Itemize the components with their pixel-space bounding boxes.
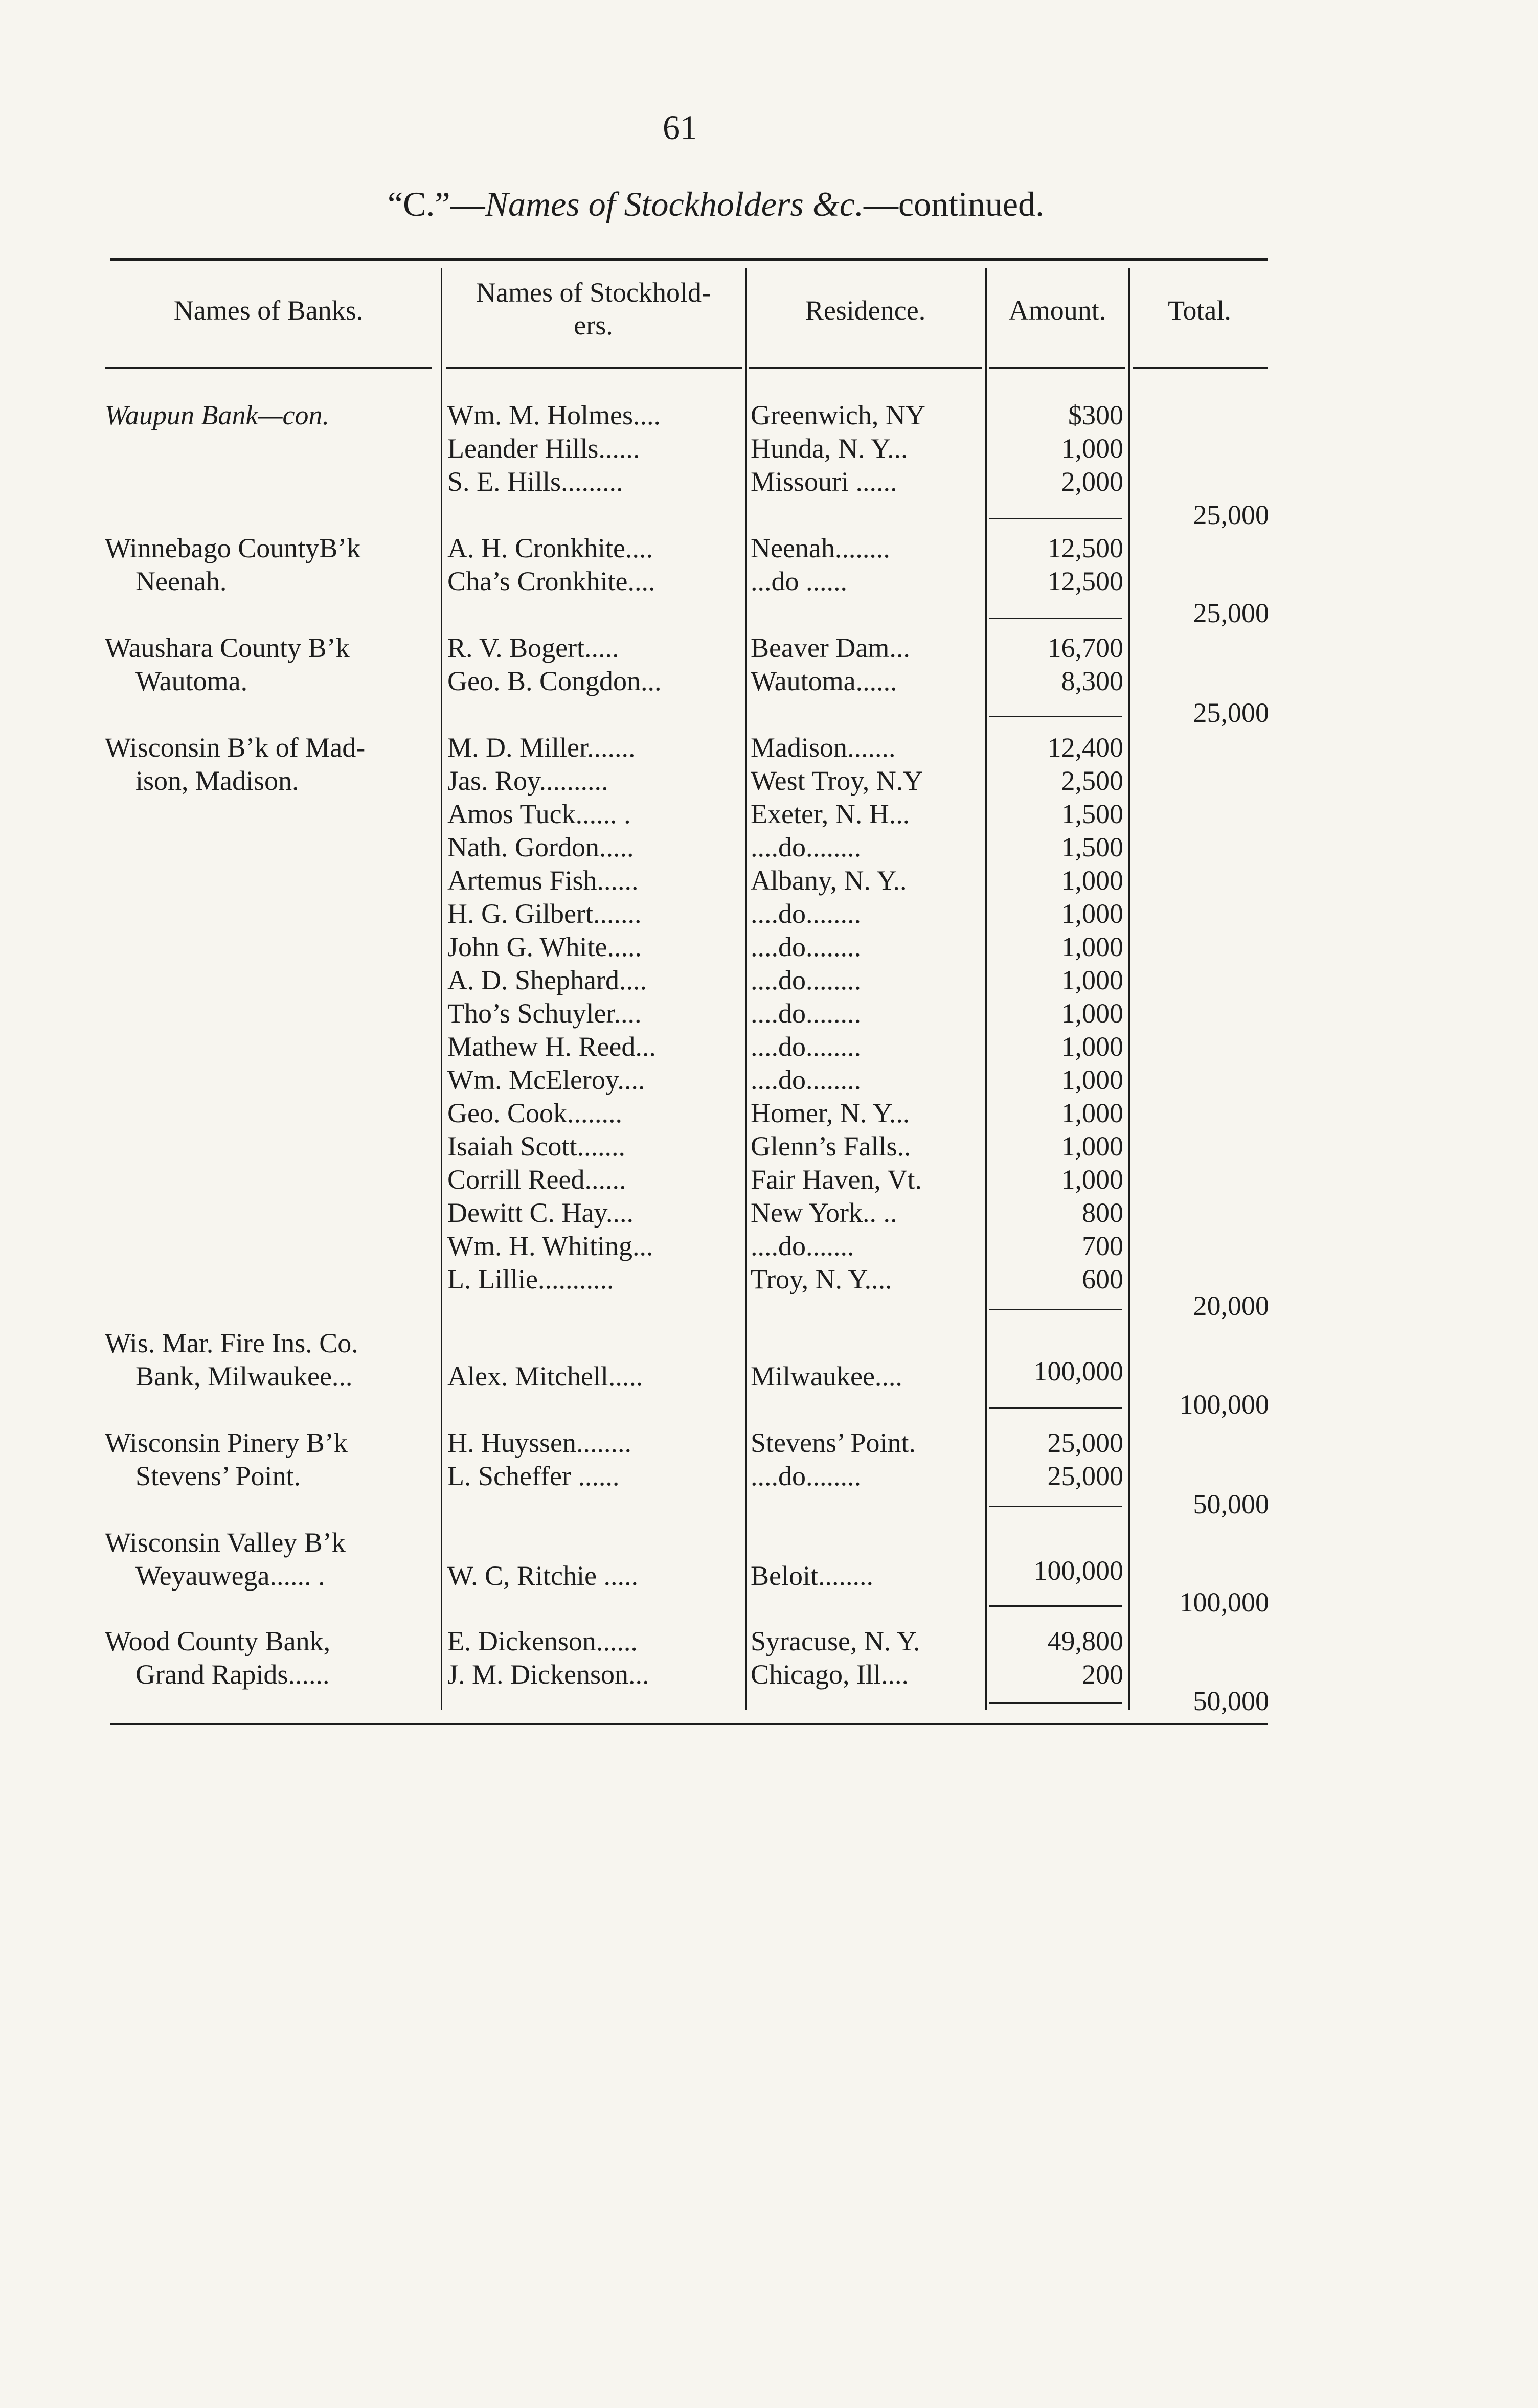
column-separator: [985, 268, 987, 1710]
subtotal-rule: [989, 716, 1122, 717]
residences: Beloit........: [751, 1560, 873, 1591]
header-underline-bank: [105, 367, 432, 369]
amounts: 12,400 2,500 1,500 1,500 1,000 1,000 1,000 1,000 1,000 1,000 1,000 1,000 1,000 1,000 800 700 600: [1047, 732, 1123, 1294]
residences: Madison....... West Troy, N.Y Exeter, N. H... ....do........ Albany, N. Y.. ....do........ ....do........ ....do........ ....do........ ....do........ ....do........ Homer, N. Y... Glenn’s Falls.. Fair Haven, Vt. New York.. .. ....do....... Troy, N. Y....: [751, 732, 923, 1294]
bank-name: Waupun Bank—con.: [105, 400, 329, 430]
stockholder-names: E. Dickenson...... J. M. Dickenson...: [447, 1626, 649, 1690]
header-underline-stockholders: [446, 367, 742, 369]
header-underline-residence: [749, 367, 982, 369]
header-stockholders: Names of Stockhold- ers.: [476, 277, 711, 340]
stockholder-names: Alex. Mitchell.....: [447, 1361, 643, 1392]
column-separator: [1128, 268, 1130, 1710]
header-residence: Residence.: [805, 295, 926, 326]
amounts: 16,700 8,300: [1047, 632, 1123, 696]
residences: Stevens’ Point. ....do........: [751, 1427, 916, 1491]
bank-name: Winnebago CountyB’k Neenah.: [105, 533, 361, 597]
residences: Beaver Dam... Wautoma......: [751, 632, 910, 696]
bank-name: Wis. Mar. Fire Ins. Co. Bank, Milwaukee...: [105, 1328, 358, 1392]
stockholder-names: Wm. M. Holmes.... Leander Hills...... S. E. Hills.........: [447, 400, 661, 497]
header-underline-amount: [989, 367, 1125, 369]
title-prefix: “C.”—: [387, 185, 485, 223]
header-underline-total: [1133, 367, 1268, 369]
residences: Syracuse, N. Y. Chicago, Ill....: [751, 1626, 920, 1690]
stockholder-names: M. D. Miller....... Jas. Roy.......... Amos Tuck...... . Nath. Gordon..... Artemus Fish...... H. G. Gilbert....... John G. White..... A. D. Shephard.... Tho’s Schuyler.... Mathew H. Reed... Wm. McEleroy.... Geo. Cook........ Isaiah Scott....... Corrill Reed...... Dewitt C. Hay.... Wm. H. Whiting... L. Lillie...........: [447, 732, 656, 1294]
stockholder-names: W. C, Ritchie .....: [447, 1560, 638, 1591]
group-total: 50,000: [1193, 1489, 1269, 1519]
subtotal-rule: [989, 1407, 1122, 1409]
subtotal-rule: [989, 1309, 1122, 1310]
page-title: [128, 184, 1304, 224]
stockholder-names: R. V. Bogert..... Geo. B. Congdon...: [447, 632, 662, 696]
table-top-rule: [110, 258, 1268, 261]
subtotal-rule: [989, 1702, 1122, 1704]
amounts: 25,000 25,000: [1047, 1427, 1123, 1491]
column-separator: [745, 268, 747, 1710]
group-total: 25,000: [1193, 499, 1269, 530]
header-total: Total.: [1168, 295, 1231, 326]
table-bottom-rule: [110, 1723, 1268, 1725]
residences: Greenwich, NY Hunda, N. Y... Missouri ......: [751, 400, 925, 497]
bank-name: Wisconsin B’k of Mad- ison, Madison.: [105, 732, 366, 796]
title-suffix: —continued.: [863, 185, 1045, 223]
header-amount: Amount.: [1008, 295, 1106, 326]
amounts: 100,000: [1033, 1555, 1123, 1586]
bank-name: Wisconsin Valley B’k Weyauwega...... .: [105, 1527, 346, 1591]
subtotal-rule: [989, 618, 1122, 619]
group-total: 100,000: [1179, 1389, 1269, 1420]
amounts: 12,500 12,500: [1047, 533, 1123, 597]
amounts: 100,000: [1033, 1356, 1123, 1387]
bank-name: Wisconsin Pinery B’k Stevens’ Point.: [105, 1427, 348, 1491]
residences: Milwaukee....: [751, 1361, 902, 1392]
amounts: $300 1,000 2,000: [1061, 400, 1123, 497]
title-italic: Names of Stockholders &c.: [485, 185, 864, 223]
group-total: 100,000: [1179, 1587, 1269, 1618]
subtotal-rule: [989, 1506, 1122, 1507]
subtotal-rule: [989, 1605, 1122, 1607]
page-number: 61: [663, 108, 697, 147]
group-total: 25,000: [1193, 697, 1269, 728]
residences: Neenah........ ...do ......: [751, 533, 890, 597]
stockholder-names: A. H. Cronkhite.... Cha’s Cronkhite....: [447, 533, 655, 597]
group-total: 20,000: [1193, 1290, 1269, 1321]
bank-name: Wood County Bank, Grand Rapids......: [105, 1626, 331, 1690]
group-total: 25,000: [1193, 598, 1269, 628]
amounts: 49,800 200: [1047, 1626, 1123, 1690]
stockholder-names: H. Huyssen........ L. Scheffer ......: [447, 1427, 631, 1491]
subtotal-rule: [989, 518, 1122, 519]
header-bank: Names of Banks.: [173, 295, 364, 326]
bank-name: Waushara County B’k Wautoma.: [105, 632, 350, 696]
column-separator: [441, 268, 442, 1710]
group-total: 50,000: [1193, 1686, 1269, 1716]
